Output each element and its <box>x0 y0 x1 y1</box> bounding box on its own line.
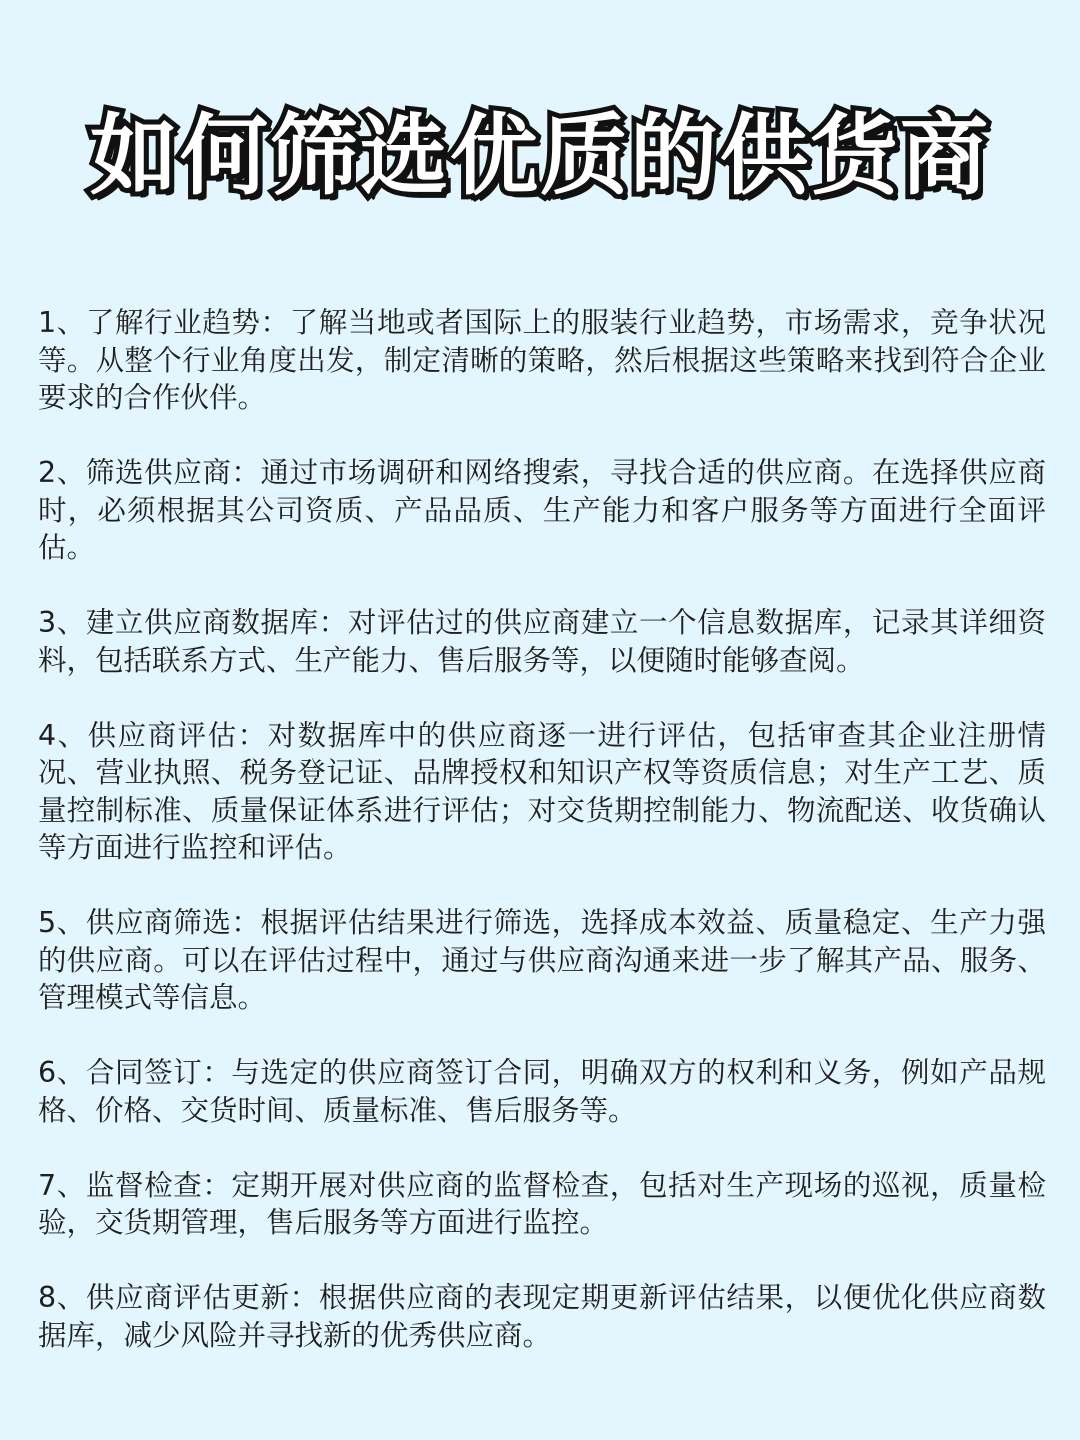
list-item: 2、筛选供应商：通过市场调研和网络搜索，寻找合适的供应商。在选择供应商时，必须根据其公司资质、产品品质、生产能力和客户服务等方面进行全面评估。 <box>38 456 1046 564</box>
list-item: 8、供应商评估更新：根据供应商的表现定期更新评估结果，以便优化供应商数据库，减少风险并寻找新的优秀供应商。 <box>38 1281 1046 1352</box>
list-item: 6、合同签订：与选定的供应商签订合同，明确双方的权利和义务，例如产品规格、价格、交货时间、质量标准、售后服务等。 <box>38 1056 1046 1127</box>
list-item: 7、监督检查：定期开展对供应商的监督检查，包括对生产现场的巡视，质量检验，交货期管理，售后服务等方面进行监控。 <box>38 1168 1046 1239</box>
page-title: 如何筛选优质的供货商 <box>89 104 990 207</box>
list-item: 5、供应商筛选：根据评估结果进行筛选，选择成本效益、质量稳定、生产力强的供应商。可以在评估过程中，通过与供应商沟通来进一步了解其产品、服务、管理模式等信息。 <box>38 906 1046 1014</box>
list-item: 1、了解行业趋势：了解当地或者国际上的服装行业趋势，市场需求，竞争状况等。从整个行业角度出发，制定清晰的策略，然后根据这些策略来找到符合企业要求的合作伙伴。 <box>38 306 1046 414</box>
article-body <box>38 304 1046 1392</box>
list-item: 3、建立供应商数据库：对评估过的供应商建立一个信息数据库，记录其详细资料，包括联系方式、生产能力、售后服务等，以便随时能够查阅。 <box>38 606 1046 677</box>
list-item: 4、供应商评估：对数据库中的供应商逐一进行评估，包括审查其企业注册情况、营业执照、税务登记证、品牌授权和知识产权等资质信息；对生产工艺、质量控制标准、质量保证体系进行评估；对交货期控制能力、物流配送、收货确认等方面进行监控和评估。 <box>38 718 1046 864</box>
